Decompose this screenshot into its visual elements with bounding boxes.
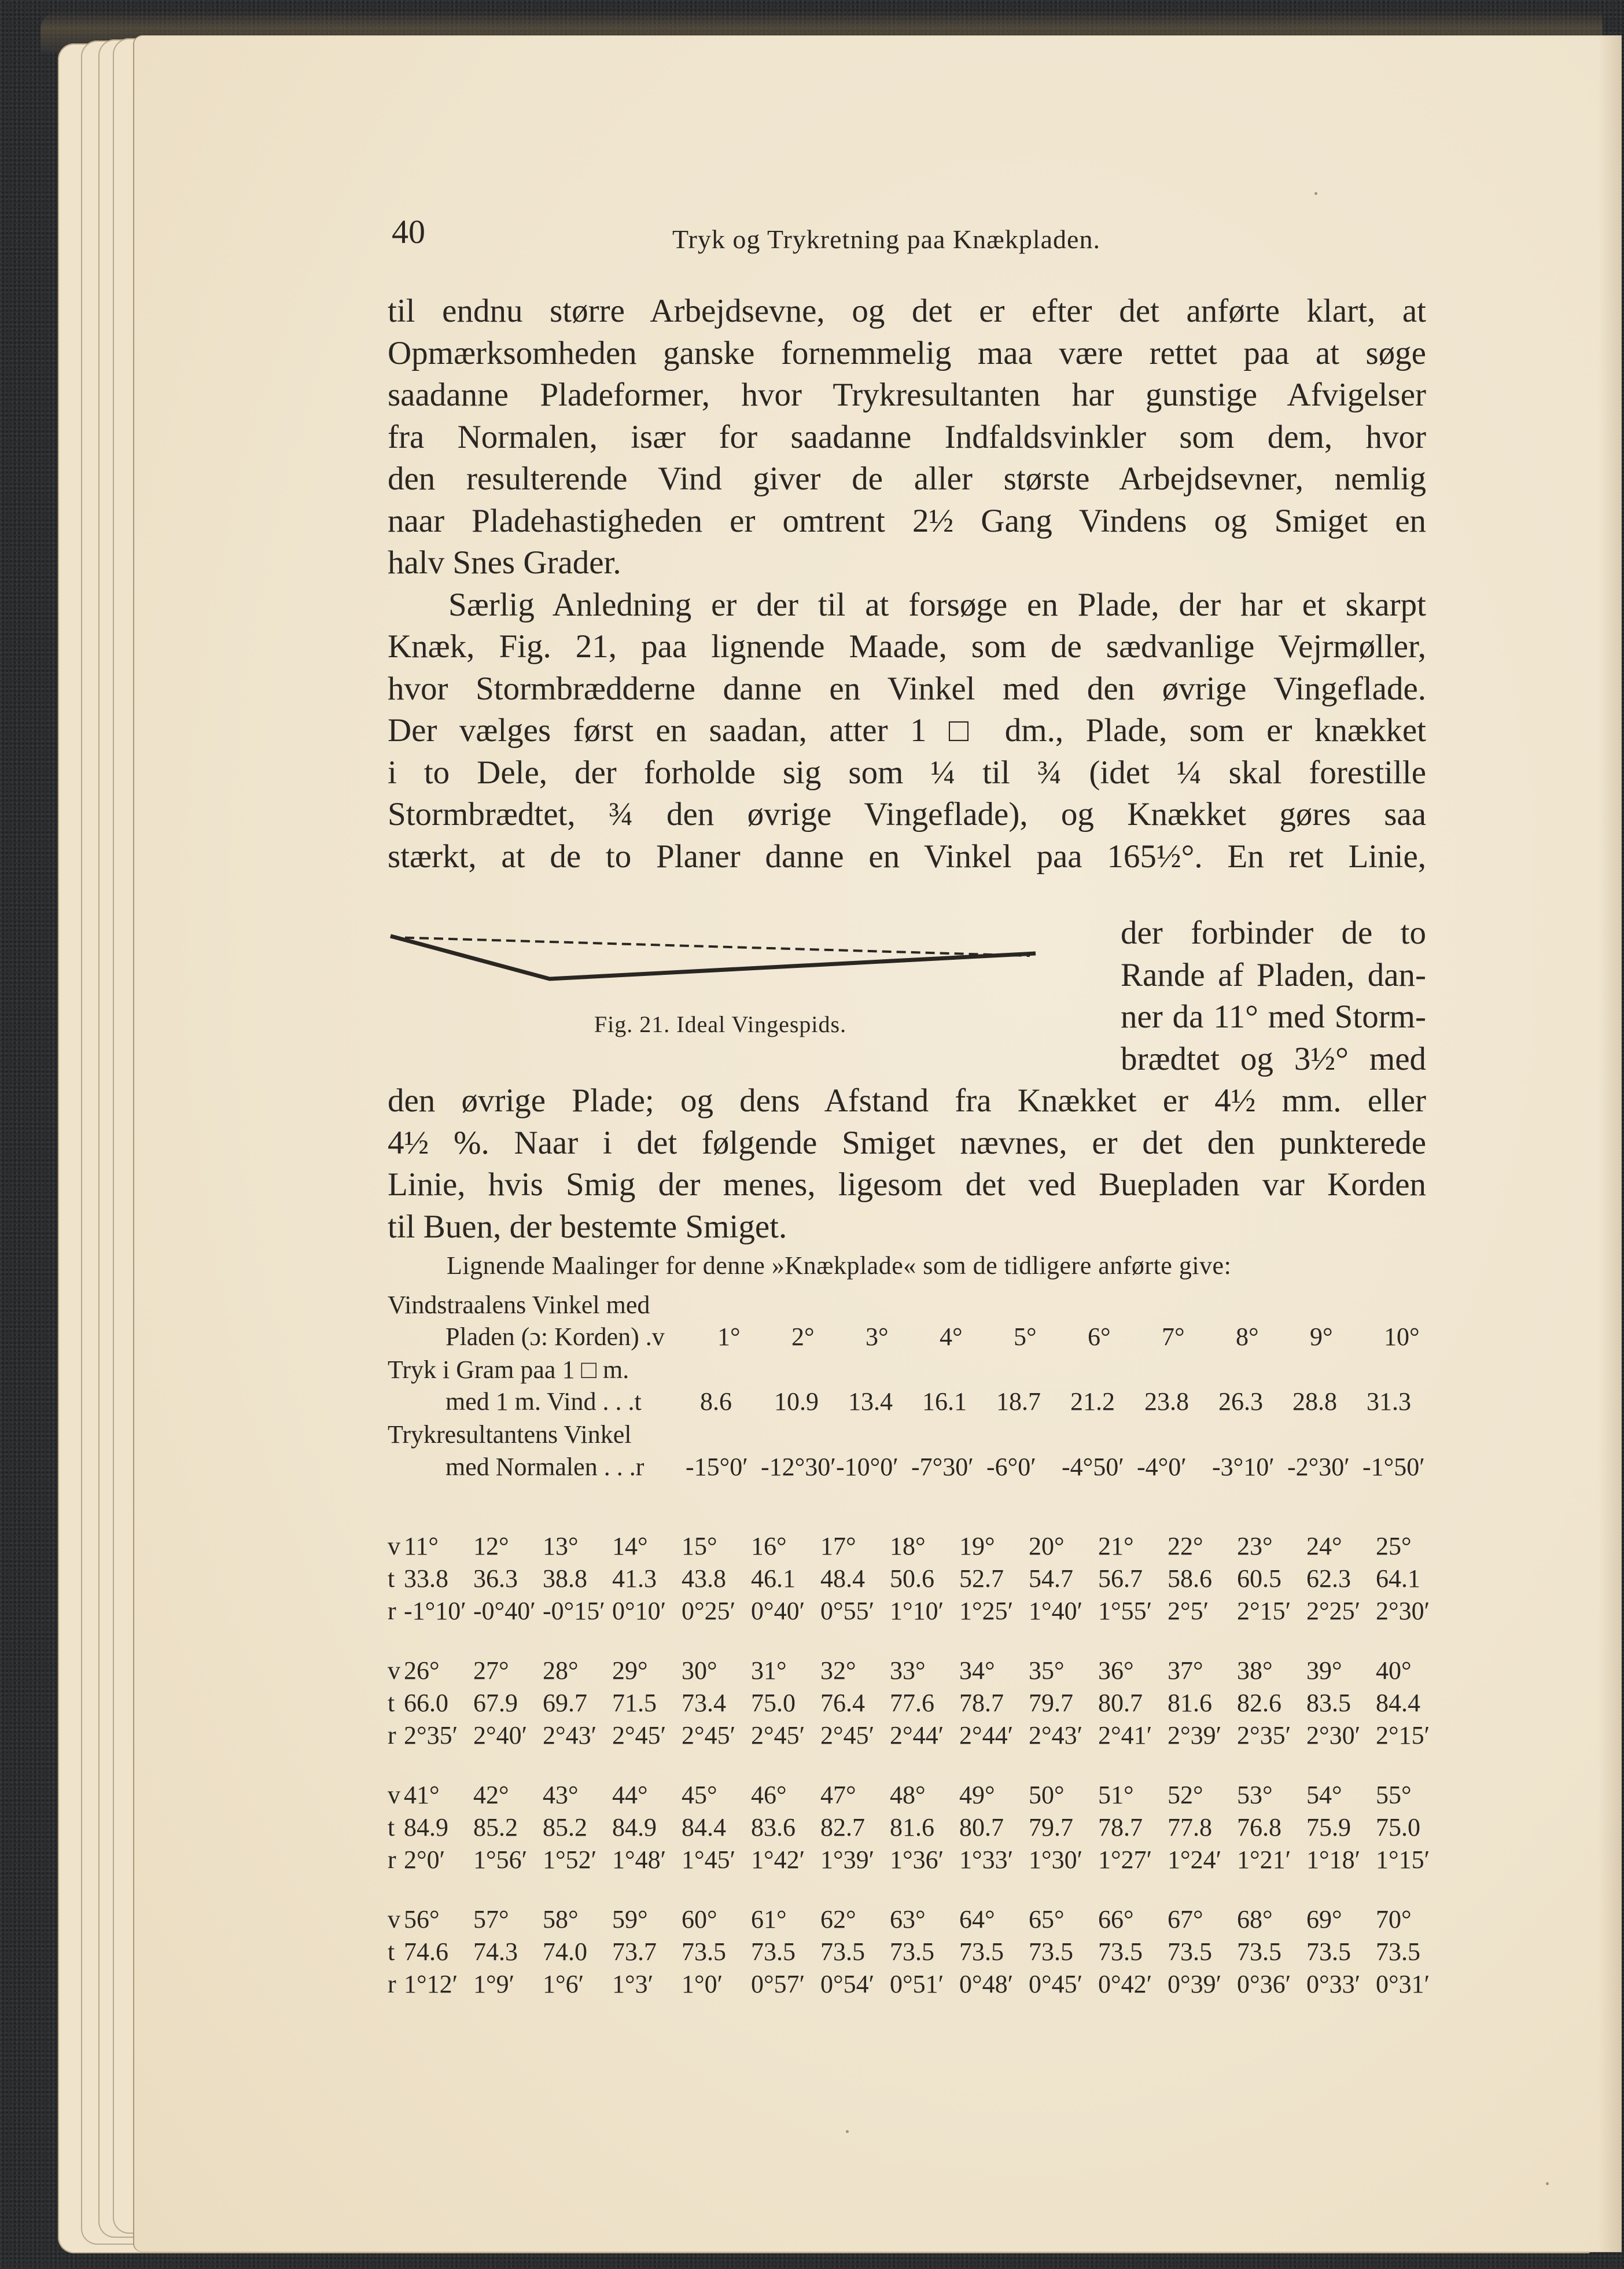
table-cell: 1°40′: [1029, 1597, 1083, 1625]
table-cell: 21.2: [1070, 1387, 1115, 1416]
figure-caption: Fig. 21. Ideal Vingespids.: [594, 1011, 847, 1037]
chord-dashed-line: [391, 937, 1030, 956]
table-row: [388, 1721, 1441, 1753]
table-cell: 16.1: [922, 1387, 967, 1416]
table-cell: 0°33′: [1306, 1970, 1361, 1998]
row-label: v: [388, 1781, 400, 1809]
table-cell: 7°: [1162, 1323, 1185, 1351]
text-line: fra Normalen, især for saadanne Indfaldsvinkler som dem, hvor: [388, 418, 1426, 455]
table-cell: 29°: [612, 1656, 648, 1685]
table-cell: 66°: [1098, 1905, 1134, 1933]
table-cell: 1°27′: [1098, 1846, 1152, 1874]
table-row: [388, 1780, 1441, 1813]
table-cell: 78.7: [959, 1689, 1004, 1717]
table-cell: 1°0′: [682, 1970, 723, 1998]
text-line: Opmærksomheden ganske fornemmelig maa være rettet paa at søge: [388, 334, 1426, 371]
table-row: [388, 1813, 1441, 1845]
table-cell: 34°: [959, 1656, 995, 1685]
row-label: v: [388, 1905, 400, 1933]
table-cell: 2°15′: [1237, 1597, 1291, 1625]
table-cell: 1°39′: [820, 1846, 875, 1874]
table-cell: 25°: [1376, 1532, 1412, 1560]
table-cell: 2°45′: [612, 1721, 666, 1749]
table-label: Tryk i Gram paa 1 □ m.: [388, 1355, 629, 1384]
text-line: naar Pladehastigheden er omtrent 2½ Gang Vindens og Smiget en: [388, 502, 1426, 539]
table-cell: 75.0: [751, 1689, 796, 1717]
table-cell: 71.5: [612, 1689, 657, 1717]
table-cell: 18°: [890, 1532, 926, 1560]
table-cell: 0°57′: [751, 1970, 805, 1998]
table-cell: 41°: [404, 1781, 440, 1809]
table-cell: 27°: [473, 1656, 509, 1685]
text-line: 4½ %. Naar i det følgende Smiget nævnes, er det den punkterede: [388, 1124, 1426, 1161]
table-cell: -7°30′: [911, 1453, 974, 1481]
table-cell: 9°: [1310, 1323, 1333, 1351]
table-cell: 1°21′: [1237, 1846, 1291, 1874]
table-cell: 0°31′: [1376, 1970, 1430, 1998]
table-cell: 2°0′: [404, 1846, 445, 1874]
table-cell: 2°43′: [1029, 1721, 1083, 1749]
table-cell: 2°45′: [820, 1721, 875, 1749]
text-line: Linie, hvis Smig der menes, ligesom det ved Buepladen var Korden: [388, 1166, 1426, 1203]
table-cell: 50°: [1029, 1781, 1065, 1809]
table-cell: 33.8: [404, 1564, 448, 1593]
table-cell: 22°: [1168, 1532, 1203, 1560]
row-label: r: [388, 1597, 396, 1625]
table-cell: 1°6′: [543, 1970, 584, 1998]
table-cell: 85.2: [473, 1813, 518, 1841]
table-cell: 77.8: [1168, 1813, 1212, 1841]
table-cell: 30°: [682, 1656, 717, 1685]
table-cell: 0°54′: [820, 1970, 875, 1998]
row-label: t: [388, 1938, 395, 1966]
table-cell: 10.9: [774, 1387, 819, 1416]
table-cell: 82.6: [1237, 1689, 1281, 1717]
table-cell: 0°40′: [751, 1597, 805, 1625]
table-cell: 0°45′: [1029, 1970, 1083, 1998]
table-cell: 48.4: [820, 1564, 865, 1593]
table-cell: 1°9′: [473, 1970, 515, 1998]
table-cell: 68°: [1237, 1905, 1273, 1933]
table-cell: 13°: [543, 1532, 579, 1560]
table-row: [388, 1531, 1441, 1564]
text-line: den resulterende Vind giver de aller største Arbejdsevner, nemlig: [388, 461, 1426, 497]
paragraph-2: [388, 584, 1426, 878]
table-cell: 55°: [1376, 1781, 1412, 1809]
table-cell: 1°55′: [1098, 1597, 1152, 1625]
table-cell: 77.6: [890, 1689, 934, 1717]
table-cell: 1°36′: [890, 1846, 944, 1874]
table-row: [388, 1452, 1441, 1485]
table-cell: 73.5: [959, 1938, 1004, 1966]
table-cell: 53°: [1237, 1781, 1273, 1809]
table-cell: 0°55′: [820, 1597, 875, 1625]
table-cell: 10°: [1384, 1323, 1420, 1351]
text-line: til endnu større Arbejdsevne, og det er efter det anførte klart, at: [388, 293, 1426, 329]
table-cell: 69.7: [543, 1689, 587, 1717]
table-cell: 20°: [1029, 1532, 1065, 1560]
table-cell: 46.1: [751, 1564, 796, 1593]
table-cell: 58°: [543, 1905, 579, 1933]
text-line: der forbinder de to: [1121, 915, 1426, 951]
table-cell: 67°: [1168, 1905, 1203, 1933]
table-cell: 2°25′: [1306, 1597, 1361, 1625]
paragraph-1: [388, 290, 1426, 584]
table-cell: 33°: [890, 1656, 926, 1685]
table-cell: 1°18′: [1306, 1846, 1361, 1874]
table-cell: 73.5: [1376, 1938, 1420, 1966]
body-text-continued: [388, 1080, 1426, 1248]
table-cell: 0°51′: [890, 1970, 944, 1998]
table-cell: 26°: [404, 1656, 440, 1685]
table-cell: 47°: [820, 1781, 856, 1809]
table-cell: 64.1: [1376, 1564, 1420, 1593]
text-line: brædtet og 3½° med: [1121, 1040, 1426, 1077]
table-cell: 35°: [1029, 1656, 1065, 1685]
table-cell: 23°: [1237, 1532, 1273, 1560]
table-cell: 62°: [820, 1905, 856, 1933]
table-cell: 69°: [1306, 1905, 1342, 1933]
table-cell: -15°0′: [686, 1453, 748, 1481]
table-cell: 1°30′: [1029, 1846, 1083, 1874]
table-cell: 1°48′: [612, 1846, 666, 1874]
table-cell: 2°43′: [543, 1721, 597, 1749]
table-cell: 23.8: [1144, 1387, 1189, 1416]
table-intro: Lignende Maalinger for denne »Knækplade« som de tidligere anførte give:: [447, 1251, 1232, 1280]
table-cell: 4°: [940, 1323, 963, 1351]
table-cell: 21°: [1098, 1532, 1134, 1560]
table-cell: -12°30′: [761, 1453, 836, 1481]
table-cell: 56°: [404, 1905, 440, 1933]
table-cell: 81.6: [890, 1813, 934, 1841]
table-label: med Normalen . . .r: [445, 1453, 645, 1481]
right-column-text: [1121, 912, 1426, 1080]
table-cell: 39°: [1306, 1656, 1342, 1685]
table-cell: 66.0: [404, 1689, 448, 1717]
table-cell: 60°: [682, 1905, 717, 1933]
table-cell: 59°: [612, 1905, 648, 1933]
table-cell: 52°: [1168, 1781, 1203, 1809]
table-cell: 6°: [1088, 1323, 1111, 1351]
table-cell: 1°42′: [751, 1846, 805, 1874]
table-cell: 14°: [612, 1532, 648, 1560]
table-cell: 16°: [751, 1532, 787, 1560]
table-cell: 84.9: [612, 1813, 657, 1841]
gutter-shadow: [1598, 36, 1621, 2252]
bent-plate-profile: [391, 936, 1036, 979]
table-cell: 74.0: [543, 1938, 587, 1966]
table-cell: 36°: [1098, 1656, 1134, 1685]
table-cell: 73.5: [1237, 1938, 1281, 1966]
table-cell: 73.5: [1306, 1938, 1351, 1966]
table-cell: 1°12′: [404, 1970, 458, 1998]
table-cell: 65°: [1029, 1905, 1065, 1933]
table-cell: 49°: [959, 1781, 995, 1809]
table-cell: 80.7: [1098, 1689, 1143, 1717]
table-cell: 79.7: [1029, 1689, 1073, 1717]
table-cell: 28°: [543, 1656, 579, 1685]
table-row: [388, 1845, 1441, 1877]
table-cell: 83.6: [751, 1813, 796, 1841]
table-cell: 52.7: [959, 1564, 1004, 1593]
table-cell: -4°0′: [1137, 1453, 1187, 1481]
table-row: [388, 1322, 1441, 1354]
table-cell: 2°15′: [1376, 1721, 1430, 1749]
table-cell: 31°: [751, 1656, 787, 1685]
table-cell: 54.7: [1029, 1564, 1073, 1593]
table-cell: 50.6: [890, 1564, 934, 1593]
table-cell: 17°: [820, 1532, 856, 1560]
table-cell: 75.9: [1306, 1813, 1351, 1841]
table-cell: 0°25′: [682, 1597, 736, 1625]
table-cell: 2°30′: [1306, 1721, 1361, 1749]
table-cell: 45°: [682, 1781, 717, 1809]
row-label: t: [388, 1564, 395, 1593]
table-row: [388, 1596, 1441, 1629]
text-line: halv Snes Grader.: [388, 544, 621, 581]
table-cell: 1°52′: [543, 1846, 597, 1874]
table-cell: -1°10′: [404, 1597, 466, 1625]
table-cell: 84.4: [682, 1813, 726, 1841]
wing-tip-diagram: [388, 927, 1053, 990]
table-cell: -3°10′: [1212, 1453, 1275, 1481]
table-cell: 85.2: [543, 1813, 587, 1841]
table-cell: 0°42′: [1098, 1970, 1152, 1998]
table-cell: 13.4: [848, 1387, 893, 1416]
table-cell: 2°35′: [404, 1721, 458, 1749]
table-cell: 74.3: [473, 1938, 518, 1966]
table-cell: 1°56′: [473, 1846, 528, 1874]
table-cell: 58.6: [1168, 1564, 1212, 1593]
table-cell: 26.3: [1218, 1387, 1263, 1416]
table-cell: 43.8: [682, 1564, 726, 1593]
text-line: Der vælges først en saadan, atter 1 □ dm., Plade, som er knækket: [388, 712, 1426, 749]
table-cell: 0°39′: [1168, 1970, 1222, 1998]
table-cell: 3°: [866, 1323, 889, 1351]
table-cell: 1°3′: [612, 1970, 654, 1998]
table-cell: 2°5′: [1168, 1597, 1209, 1625]
table-cell: 8.6: [700, 1387, 732, 1416]
table-cell: 73.5: [682, 1938, 726, 1966]
table-cell: 73.5: [751, 1938, 796, 1966]
table-cell: 2°41′: [1098, 1721, 1152, 1749]
table-cell: 81.6: [1168, 1689, 1212, 1717]
table-cell: 0°36′: [1237, 1970, 1291, 1998]
table-cell: 37°: [1168, 1656, 1203, 1685]
table-cell: 1°45′: [682, 1846, 736, 1874]
table-cell: 43°: [543, 1781, 579, 1809]
table-cell: 78.7: [1098, 1813, 1143, 1841]
table-cell: 57°: [473, 1905, 509, 1933]
table-cell: 5°: [1014, 1323, 1037, 1351]
table-cell: 60.5: [1237, 1564, 1281, 1593]
text-line: til Buen, der bestemte Smiget.: [388, 1208, 787, 1245]
table-cell: -2°30′: [1287, 1453, 1350, 1481]
table-cell: 56.7: [1098, 1564, 1143, 1593]
table-cell: 0°10′: [612, 1597, 666, 1625]
table-cell: 40°: [1376, 1656, 1412, 1685]
body-text: [388, 290, 1426, 878]
table-cell: 15°: [682, 1532, 717, 1560]
table-cell: 1°24′: [1168, 1846, 1222, 1874]
table-cell: 74.6: [404, 1938, 448, 1966]
table-cell: 42°: [473, 1781, 509, 1809]
table-cell: 63°: [890, 1905, 926, 1933]
table-cell: 73.4: [682, 1689, 726, 1717]
table-cell: 44°: [612, 1781, 648, 1809]
table-cell: 12°: [473, 1532, 509, 1560]
table-cell: 73.5: [1029, 1938, 1073, 1966]
row-label: r: [388, 1970, 396, 1998]
table-cell: 31.3: [1367, 1387, 1411, 1416]
table-row: [388, 1905, 1441, 1937]
paragraph-3: [388, 1080, 1426, 1248]
table-cell: 41.3: [612, 1564, 657, 1593]
table-row: [388, 1969, 1441, 2002]
text-line: hvor Stormbrædderne danne en Vinkel med den øvrige Vingeflade.: [388, 670, 1426, 707]
text-line: Rande af Pladen, dan-: [1121, 956, 1426, 993]
table-cell: 2°39′: [1168, 1721, 1222, 1749]
running-head: Tryk og Trykretning paa Knækpladen.: [672, 224, 1100, 254]
table-row: [388, 1564, 1441, 1596]
table-row: [388, 1656, 1441, 1688]
table-cell: 2°44′: [959, 1721, 1014, 1749]
table-cell: 83.5: [1306, 1689, 1351, 1717]
table-row: [388, 1688, 1441, 1721]
row-label: r: [388, 1846, 396, 1874]
table-cell: -10°0′: [836, 1453, 898, 1481]
table-cell: 2°45′: [751, 1721, 805, 1749]
table-cell: 1°: [717, 1323, 741, 1351]
table-cell: 48°: [890, 1781, 926, 1809]
text-line: den øvrige Plade; og dens Afstand fra Knækket er 4½ mm. eller: [388, 1082, 1426, 1119]
table-cell: 62.3: [1306, 1564, 1351, 1593]
table-row: [388, 1937, 1441, 1969]
table-row: [388, 1387, 1441, 1419]
table-label: Trykresultantens Vinkel: [388, 1420, 632, 1449]
table-cell: 64°: [959, 1905, 995, 1933]
row-label: t: [388, 1689, 395, 1717]
row-label: v: [388, 1532, 400, 1560]
table-cell: 1°15′: [1376, 1846, 1430, 1874]
page-number: 40: [392, 213, 425, 251]
table-cell: 2°: [791, 1323, 815, 1351]
table-cell: 73.5: [1098, 1938, 1143, 1966]
table-cell: 76.4: [820, 1689, 865, 1717]
figure-21: [388, 927, 1082, 1043]
table-cell: 84.4: [1376, 1689, 1420, 1717]
table-cell: 24°: [1306, 1532, 1342, 1560]
table-cell: 19°: [959, 1532, 995, 1560]
row-label: t: [388, 1813, 395, 1841]
table-cell: 61°: [751, 1905, 787, 1933]
table-cell: 18.7: [996, 1387, 1041, 1416]
table-cell: -6°0′: [986, 1453, 1036, 1481]
table-cell: 1°33′: [959, 1846, 1014, 1874]
table-cell: 38°: [1237, 1656, 1273, 1685]
table-cell: 2°45′: [682, 1721, 736, 1749]
table-cell: 76.8: [1237, 1813, 1281, 1841]
table-cell: 28.8: [1292, 1387, 1337, 1416]
table-cell: 82.7: [820, 1813, 865, 1841]
table-cell: 70°: [1376, 1905, 1412, 1933]
table-cell: 73.5: [890, 1938, 934, 1966]
text-line: Særlig Anledning er der til at forsøge en Plade, der har et skarpt: [448, 586, 1426, 623]
table-cell: -1°50′: [1362, 1453, 1425, 1481]
text-line: Stormbrædtet, ¾ den øvrige Vingeflade), og Knækket gøres saa: [388, 796, 1426, 833]
table-cell: -4°50′: [1062, 1453, 1124, 1481]
table-cell: -0°15′: [543, 1597, 605, 1625]
table-cell: 73.5: [820, 1938, 865, 1966]
table-cell: 2°40′: [473, 1721, 528, 1749]
table-label: Pladen (ɔ: Korden) .v: [445, 1323, 665, 1351]
table-cell: 32°: [820, 1656, 856, 1685]
table-cell: 73.7: [612, 1938, 657, 1966]
table-cell: 84.9: [404, 1813, 448, 1841]
table-cell: 2°35′: [1237, 1721, 1291, 1749]
table-cell: 79.7: [1029, 1813, 1073, 1841]
table-cell: 36.3: [473, 1564, 518, 1593]
table-cell: 54°: [1306, 1781, 1342, 1809]
table-cell: 51°: [1098, 1781, 1134, 1809]
row-label: r: [388, 1721, 396, 1749]
text-line: Knæk, Fig. 21, paa lignende Maade, som de sædvanlige Vejrmøller,: [388, 628, 1426, 665]
text-line: saadanne Pladeformer, hvor Trykresultanten har gunstige Afvigelser: [388, 377, 1426, 413]
table-cell: 8°: [1236, 1323, 1259, 1351]
table-label: med 1 m. Vind . . .t: [445, 1387, 642, 1416]
table-cell: 2°30′: [1376, 1597, 1430, 1625]
table-cell: 1°10′: [890, 1597, 944, 1625]
table-cell: 73.5: [1168, 1938, 1212, 1966]
table-cell: 11°: [404, 1532, 439, 1560]
table-cell: 75.0: [1376, 1813, 1420, 1841]
book-page: [134, 36, 1621, 2252]
table-cell: 46°: [751, 1781, 787, 1809]
table-label: Vindstraalens Vinkel med: [388, 1291, 650, 1319]
table-cell: -0°40′: [473, 1597, 536, 1625]
text-line: stærkt, at de to Planer danne en Vinkel paa 165½°. En ret Linie,: [388, 838, 1426, 875]
table-cell: 0°48′: [959, 1970, 1014, 1998]
text-line: ner da 11° med Storm-: [1121, 999, 1426, 1035]
table-cell: 38.8: [543, 1564, 587, 1593]
row-label: v: [388, 1656, 400, 1685]
table-cell: 2°44′: [890, 1721, 944, 1749]
table-cell: 80.7: [959, 1813, 1004, 1841]
table-cell: 1°25′: [959, 1597, 1014, 1625]
table-cell: 67.9: [473, 1689, 518, 1717]
text-line: i to Dele, der forholde sig som ¼ til ¾ (idet ¼ skal forestille: [388, 754, 1426, 791]
